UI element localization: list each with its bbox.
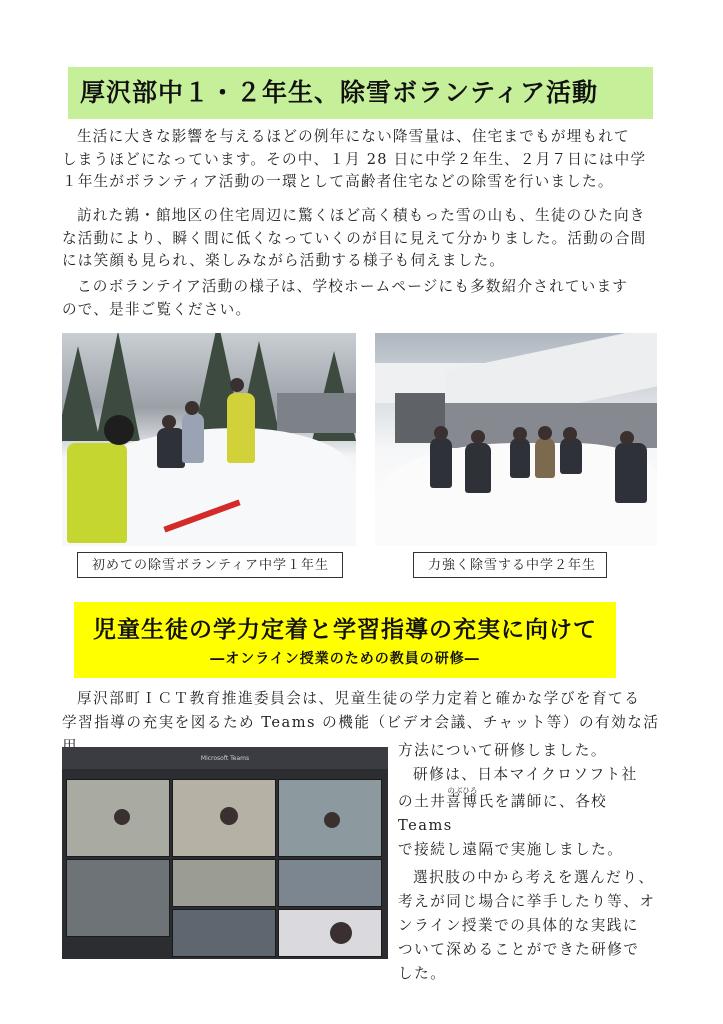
photo-caption-first-year: 初めての除雪ボランティア中学１年生 [77,552,343,578]
paragraph-2 [62,205,660,273]
text-line: で接続し遠隔で実施しました。 [398,841,624,858]
section-heading-snow-volunteer: 厚沢部中１・２年生、除雪ボランティア活動 [68,67,653,119]
text-line: このボランテイア活動の様子は、学校ホームページにも多数紹介されています [77,278,629,295]
text-line: 学習指導の充実を図るため Teams の機能（ビデオ会議、チャット等）の有効な活 [62,714,660,731]
snow-removal-photo-first-year [62,333,356,546]
text-line: 厚沢部町ＩＣＴ教育推進委員会は、児童生徒の学力定着と確かな学びを育てる [77,690,641,707]
text-line: 考えが同じ場合に挙手したり等、オ [398,893,656,910]
photo-caption-second-year: 力強く除雪する中学２年生 [413,552,607,578]
text-line: 研修は、日本マイクロソフト社 [413,766,638,783]
text-line: しまうほどになっています。その中、１月 28 日に中学２年生、２月７日には中学 [62,150,647,168]
text-line-instructor [398,786,663,838]
text-line: な活動により、瞬く間に低くなっていくのが目に見えて分かりました。活動の合間 [62,229,647,247]
instructor-name-with-ruby [446,786,479,814]
training-side-paragraph [398,739,663,986]
text-line: ンライン授業での具体的な実践に [398,917,639,934]
ruby-reading: のぶひろ [447,786,478,795]
section-heading-online-training: 児童生徒の学力定着と学習指導の充実に向けて [93,617,597,643]
text-segment: の土井 [398,793,447,810]
text-line: には笑顔も見られ、楽しみながら活動する様子も伺えました。 [62,252,506,269]
teams-meeting-photo [62,747,388,959]
text-segment: 氏を講師に、各校 Teams [398,793,608,834]
section-subheading: ―オンライン授業のための教員の研修― [210,651,480,667]
text-line: ので、是非ご覧ください。 [62,300,252,318]
text-line: 選択肢の中から考えを選んだり、 [413,869,655,886]
paragraph-1 [62,126,660,194]
text-segment: 喜博 [446,793,479,810]
teams-window-title: Microsoft Teams [200,755,250,762]
paragraph-3 [62,276,660,321]
text-line: 方法について研修しました。 [398,742,607,759]
text-line: した。 [398,965,447,982]
text-line: 生活に大きな影響を与えるほどの例年にない降雪量は、住宅までもが埋もれて [77,128,630,145]
snow-removal-photo-second-year [375,333,657,546]
text-line: ついて深めることができた研修で [398,941,640,958]
text-line: 訪れた鶉・館地区の住宅周辺に驚くほど高く積もった雪の山も、生徒のひた向き [77,207,646,224]
text-line: １年生がボランティア活動の一環として高齢者住宅などの除雪を行いました。 [62,173,614,190]
